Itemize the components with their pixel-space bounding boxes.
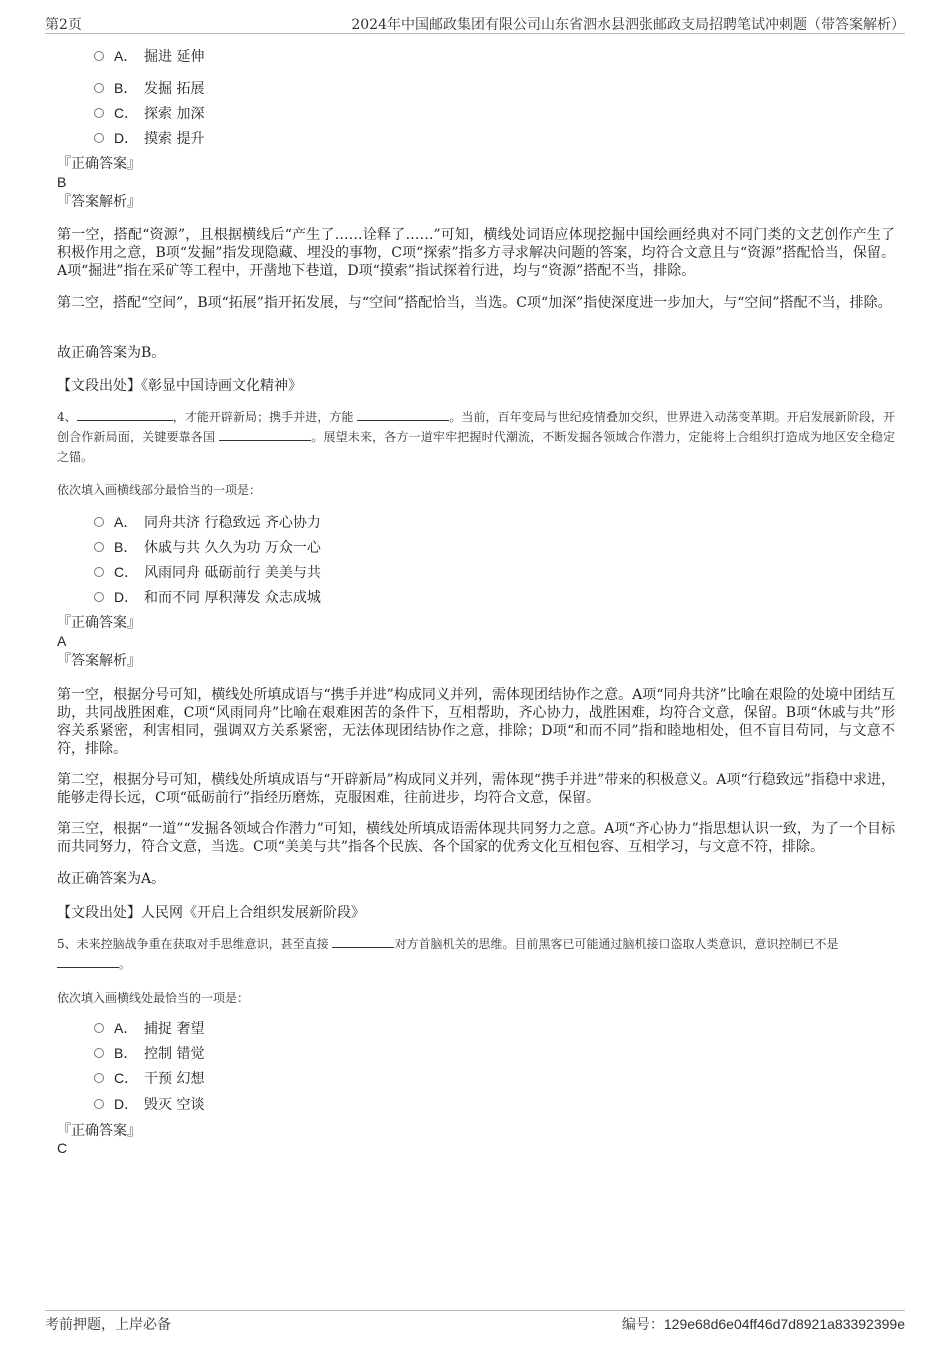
q4-option-d[interactable]: D． 和而不同 厚积薄发 众志成城 <box>94 587 321 607</box>
q5-prompt: 依次填入画横线处最恰当的一项是： <box>57 991 250 1005</box>
q3-option-c[interactable]: C． 探索 加深 <box>94 103 204 123</box>
document-title: 2024年中国邮政集团有限公司山东省泗水县泗张邮政支局招聘笔试冲刺题（带答案解析） <box>351 17 905 33</box>
q4-option-a[interactable]: A． 同舟共济 行稳致远 齐心协力 <box>94 512 321 532</box>
blank-line <box>77 409 173 421</box>
q3-analysis-paragraph: 第一空，搭配“资源”，且根据横线后“产生了……诠释了……”可知，横线处词语应体现挖掘中国绘画经典对不同门类的文艺创作产生了积极作用之意，B项“发掘”指发现隐藏、埋没的事物，C项“探索”指多方寻求解决问题的答案，均符合文意且与“资源”搭配恰当，保留。A项“掘进”指在采矿等工程中，开凿地下巷道，D项“摸索”指试探着行进，均与“资源”搭配不当，排除。 <box>57 227 895 279</box>
q3-analysis-conclusion: 故正确答案为B。 <box>57 345 166 361</box>
blank-line <box>219 429 311 441</box>
q4-analysis-conclusion: 故正确答案为A。 <box>57 871 166 887</box>
q4-analysis-paragraph: 第二空，根据分号可知，横线处所填成语与“开辟新局”构成同义并列，需体现“携手并进”带来的积极意义。A项“行稳致远”指稳中求进，能够走得长远，C项“砥砺前行”指经历磨炼，克服困难，往前进步，均符合文意，保留。 <box>57 772 895 806</box>
q5-option-a[interactable]: A． 捕捉 奢望 <box>94 1018 204 1038</box>
q3-analysis-paragraph: 第二空，搭配“空间”，B项“拓展”指开拓发展，与“空间”搭配恰当，当选。C项“加深”指使深度进一步加大，与“空间”搭配不当，排除。 <box>57 295 892 311</box>
radio-icon[interactable] <box>94 133 104 143</box>
radio-icon[interactable] <box>94 567 104 577</box>
q3-option-a[interactable]: A． 掘进 延伸 <box>94 46 204 66</box>
q4-answer: A <box>57 633 67 649</box>
blank-line <box>57 956 119 968</box>
q4-answer-label: 『正确答案』 <box>57 615 141 631</box>
q3-option-d[interactable]: D． 摸索 提升 <box>94 128 204 148</box>
q3-answer: B <box>57 174 67 190</box>
q3-answer-label: 『正确答案』 <box>57 156 141 172</box>
q5-option-d[interactable]: D． 毁灭 空谈 <box>94 1094 204 1114</box>
q5-question-text: 5、未来控脑战争重在获取对手思维意识，甚至直接 对方首脑机关的思维。目前黑客已可能通过脑机接口盗取人类意识，意识控制已不是 。 <box>57 937 839 971</box>
q3-option-b[interactable]: B． 发掘 拓展 <box>94 78 204 98</box>
radio-icon[interactable] <box>94 108 104 118</box>
q3-source: 【文段出处】《彰显中国诗画文化精神》 <box>57 378 302 394</box>
page-footer <box>45 1310 905 1336</box>
page-number: 第2页 <box>45 17 82 33</box>
radio-icon[interactable] <box>94 1048 104 1058</box>
radio-icon[interactable] <box>94 1099 104 1109</box>
document-code: 编号：129e68d6e04ff46d7d8921a83392399e <box>621 1316 905 1333</box>
radio-icon[interactable] <box>94 83 104 93</box>
q4-analysis-paragraph: 第三空，根据“一道”“发掘各领域合作潜力”可知，横线处所填成语需体现共同努力之意。A项“齐心协力”指思想认识一致，为了一个目标而共同努力，符合文意，当选。C项“美美与共”指各个民族、各个国家的优秀文化互相包容、互相学习，与文意不符，排除。 <box>57 821 895 855</box>
radio-icon[interactable] <box>94 1073 104 1083</box>
q4-source: 【文段出处】人民网《开启上合组织发展新阶段》 <box>57 905 365 921</box>
q5-option-c[interactable]: C． 干预 幻想 <box>94 1068 204 1088</box>
q4-question-text: 4、 ，才能开辟新局；携手并进，方能 。当前，百年变局与世纪疫情叠加交织，世界进入动荡变革期。开启发展新阶段，开创合作新局面，关键要靠各国 。展望未来，各方一道牢牢把握时代潮流，不断发掘各领域合作潜力，定能将上合组织打造成为地区安全稳定之锚。 <box>57 410 895 464</box>
q3-analysis-label: 『答案解析』 <box>57 194 141 210</box>
q4-prompt: 依次填入画横线部分最恰当的一项是： <box>57 483 262 497</box>
blank-line <box>357 409 449 421</box>
blank-line <box>332 936 394 948</box>
radio-icon[interactable] <box>94 1023 104 1033</box>
q4-option-b[interactable]: B． 休戚与共 久久为功 万众一心 <box>94 537 321 557</box>
q5-answer: C <box>57 1140 68 1156</box>
q5-option-b[interactable]: B． 控制 错觉 <box>94 1043 204 1063</box>
q4-analysis-paragraph: 第一空，根据分号可知，横线处所填成语与“携手并进”构成同义并列，需体现团结协作之意。A项“同舟共济”比喻在艰险的处境中团结互助，共同战胜困难，C项“风雨同舟”比喻在艰难困苦的条件下，互相帮助，齐心协力，战胜困难，均符合文意，保留。B项“休戚与共”形容关系紧密，利害相同，强调双方关系紧密，无法体现团结协作之意，排除；D项“和而不同”指和睦地相处，但不盲目苟同，与文意不符，排除。 <box>57 687 895 757</box>
page-header <box>45 12 905 34</box>
radio-icon[interactable] <box>94 517 104 527</box>
radio-icon[interactable] <box>94 592 104 602</box>
q4-analysis-label: 『答案解析』 <box>57 653 141 669</box>
radio-icon[interactable] <box>94 51 104 61</box>
radio-icon[interactable] <box>94 542 104 552</box>
q5-answer-label: 『正确答案』 <box>57 1123 141 1139</box>
q4-option-c[interactable]: C． 风雨同舟 砥砺前行 美美与共 <box>94 562 321 582</box>
footer-slogan: 考前押题，上岸必备 <box>45 1317 171 1333</box>
